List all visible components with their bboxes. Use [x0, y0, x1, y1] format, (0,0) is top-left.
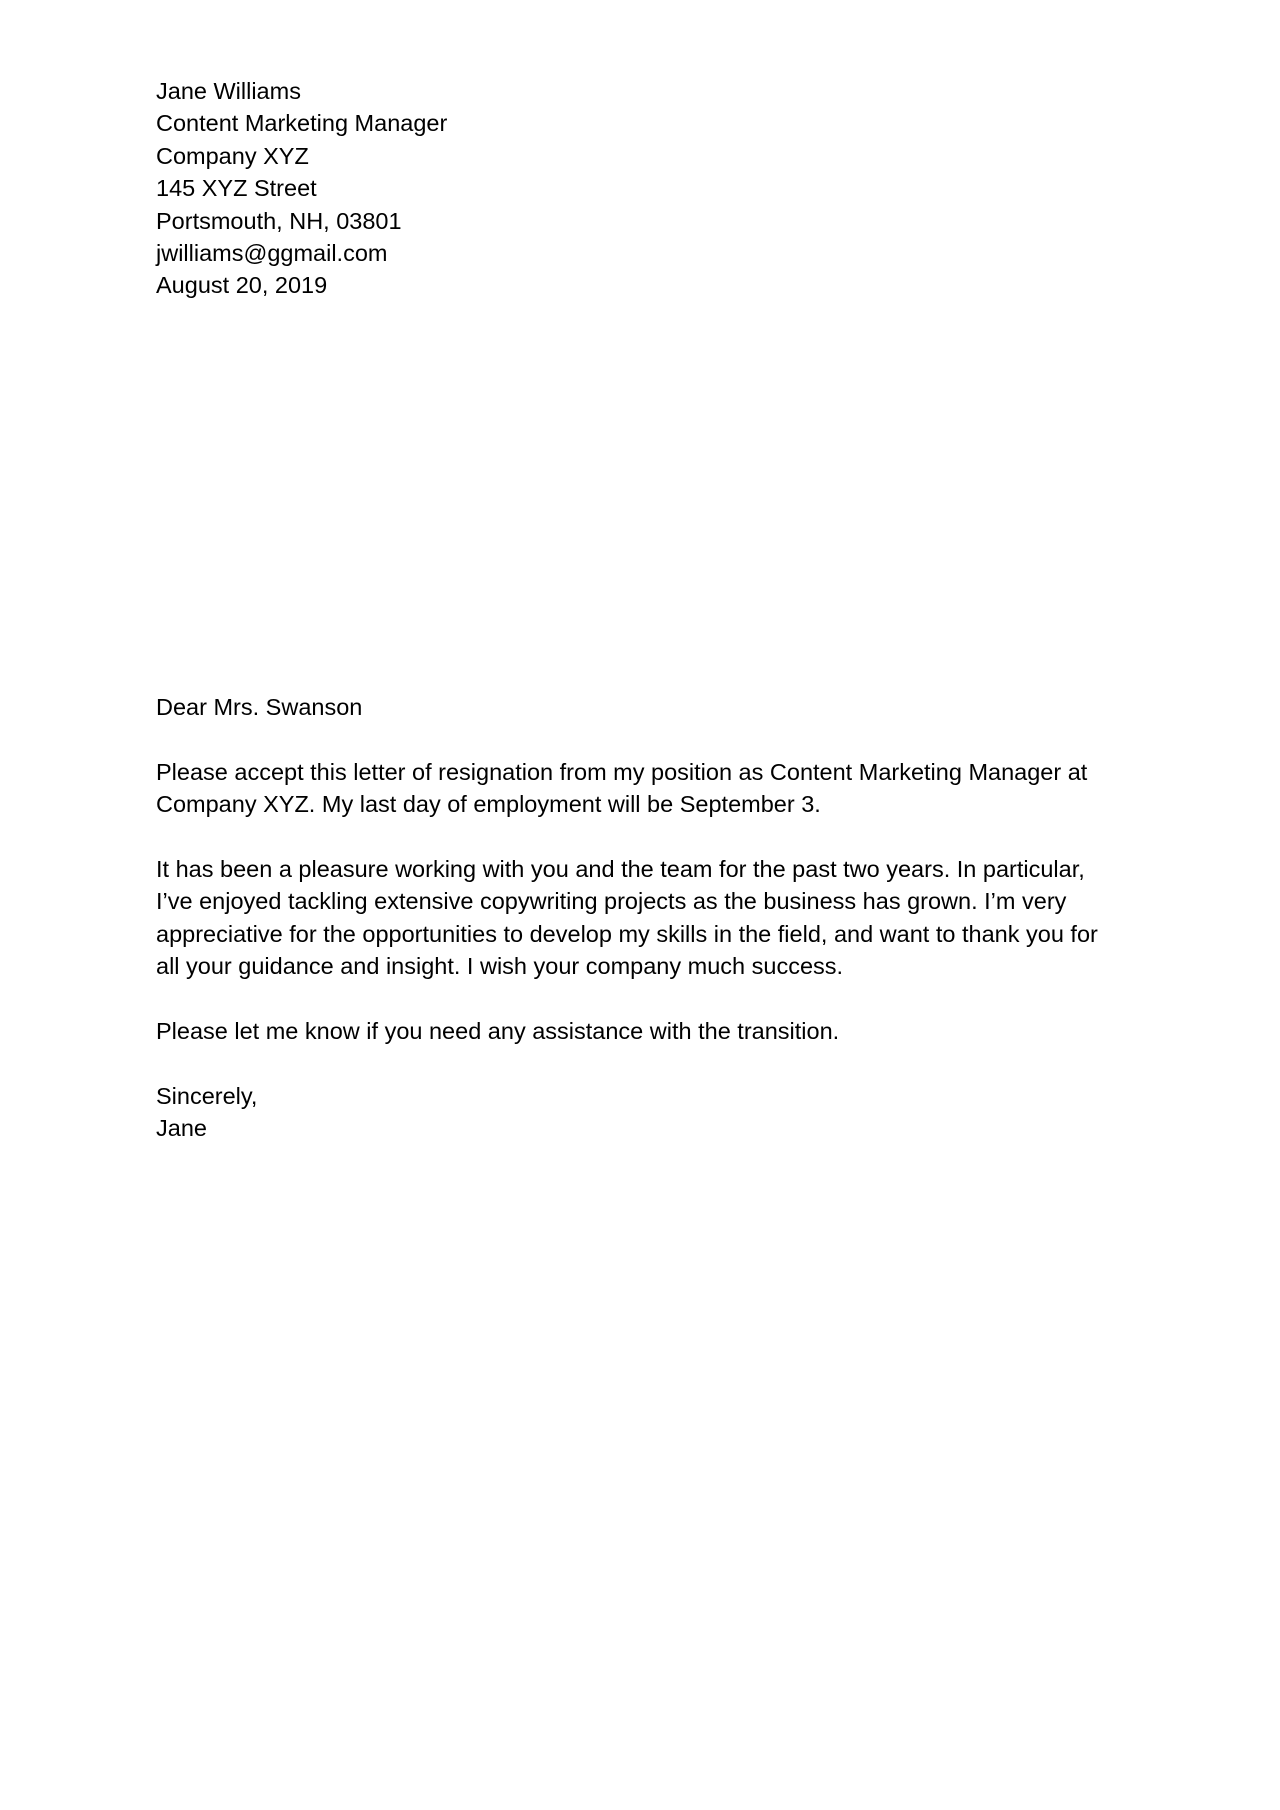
paragraph-appreciation [156, 853, 1136, 983]
letter-body [156, 75, 1136, 1144]
paragraph-line: Company XYZ. My last day of employment will be September 3. [156, 791, 821, 818]
letter-date: August 20, 2019 [156, 272, 328, 299]
signature-name: Jane [156, 1115, 207, 1142]
sender-city-state-zip: Portsmouth, NH, 03801 [156, 207, 402, 234]
paragraph-transition [156, 1015, 1136, 1047]
paragraph-line: I’ve enjoyed tackling extensive copywriting projects as the business has grown. I’m very [156, 888, 1067, 915]
paragraph-line: Please accept this letter of resignation from my position as Content Marketing Manager at [156, 758, 1088, 785]
sender-block [156, 75, 1136, 302]
sender-email: jwilliams@ggmail.com [156, 240, 388, 267]
salutation [156, 691, 1136, 723]
paragraph-line: It has been a pleasure working with you and the team for the past two years. In particular, [156, 855, 1085, 882]
paragraph-line: appreciative for the opportunities to develop my skills in the field, and want to thank you for [156, 920, 1098, 947]
sender-name: Jane Williams [156, 78, 301, 104]
sender-street: 145 XYZ Street [156, 175, 317, 202]
sender-title: Content Marketing Manager [156, 110, 448, 137]
salutation-text: Dear Mrs. Swanson [156, 693, 363, 720]
paragraph-resignation [156, 756, 1136, 821]
paragraph-line: all your guidance and insight. I wish your company much success. [156, 953, 844, 980]
valediction: Sincerely, [156, 1082, 258, 1109]
sender-company: Company XYZ [156, 142, 309, 169]
paragraph-line: Please let me know if you need any assistance with the transition. [156, 1017, 840, 1044]
closing-block [156, 1080, 1136, 1145]
